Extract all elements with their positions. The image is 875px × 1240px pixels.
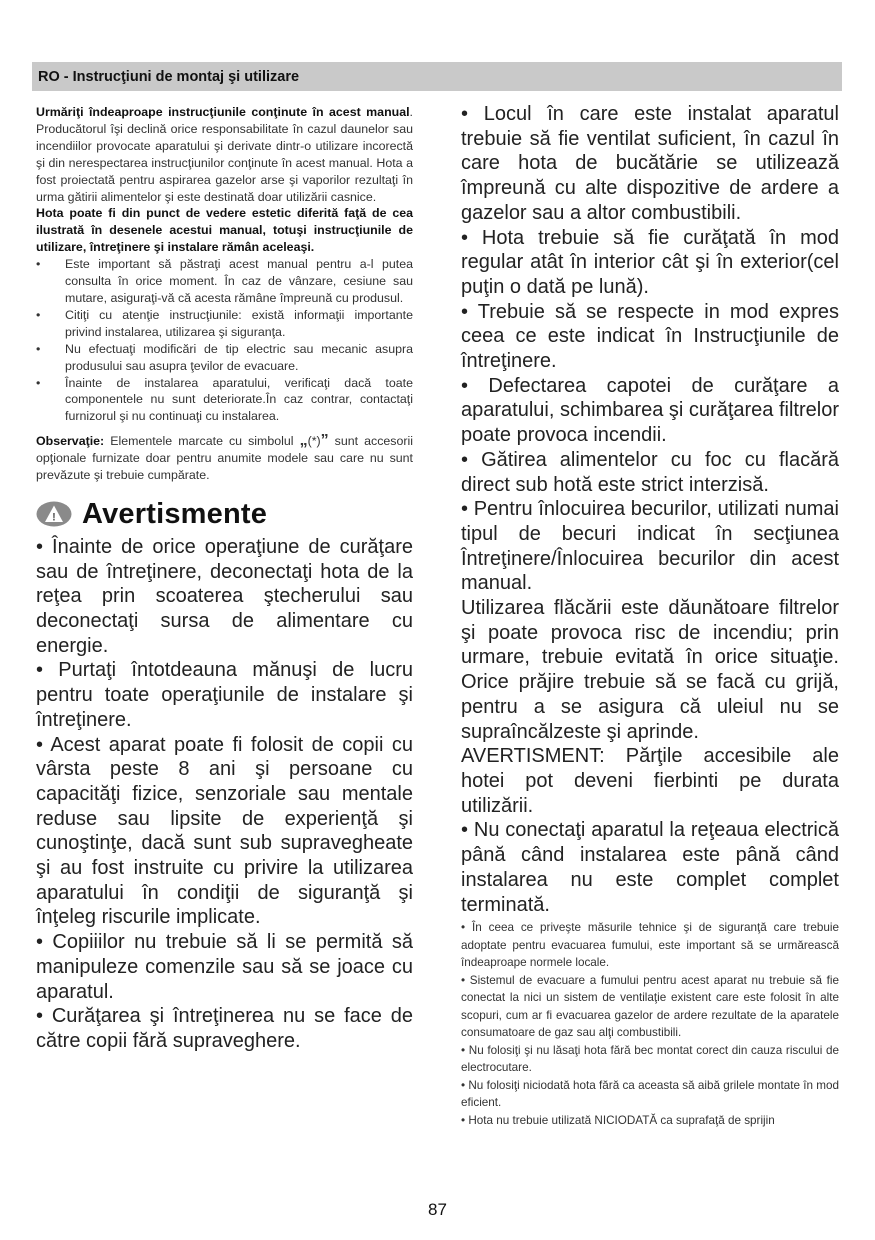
right-small-paragraph: • Hota nu trebuie utilizată NICIODATĂ ca suprafaţă de sprijin	[461, 1113, 775, 1127]
observation-label: Observaţie:	[36, 434, 105, 449]
right-column	[461, 102, 839, 1129]
right-paragraph: • Locul în care este instalat aparatul trebuie să fie ventilat suficient, în cazul în care hota de bucătărie se utilizează împreună cu alte dispozitive de ardere a gazelor sau a altor combustibili.	[461, 103, 839, 224]
right-paragraph: Utilizarea flăcării este dăunătoare filtrelor şi poate provoca risc de incendiu; prin urmare, trebuie evitată în orice situaţie. Orice prăjire trebuie să se facă cu grijă, pentru a se asigura că uleiul nu se supraîncălzeste şi aprinde.	[461, 597, 839, 743]
intro-paragraph	[36, 104, 413, 205]
list-item: • Înainte de instalarea aparatului, verificaţi dacă toate componentele nu sunt deteriorate.În caz contrar, contactaţi furnizorul şi nu continuaţi cu instalarea.	[36, 375, 413, 424]
warning-icon	[36, 501, 72, 527]
section-header-title: RO - Instrucţiuni de montaj şi utilizare	[38, 69, 300, 85]
warning-paragraph: • Înainte de orice operaţiune de curăţare sau de întreţinere, deconectaţi hota de la reţea prin scoaterea ştecherului sau deconectaţi sursa de alimentare cu energie.	[36, 535, 413, 657]
bullet-icon: •	[36, 375, 41, 390]
right-paragraph: • Nu conectaţi aparatul la reţeaua electrică până când instalarea este până când instalarea nu este complet complet terminată.	[461, 819, 839, 916]
warning-paragraph: • Copiiilor nu trebuie să li se permită să manipuleze comenzile sau să se joace cu aparatul.	[36, 931, 413, 1003]
right-paragraph: • Hota trebuie să fie curăţată în mod regular atât în interior cât şi în exterior(cel puţin o dată pe lună).	[461, 226, 839, 298]
list-item: • Este important să păstraţi acest manual pentru a-l putea consulta în orice moment. În caz de vânzare, cesiune sau mutare, asiguraţi-vă că acesta rămâne împreună cu produsul.	[36, 257, 413, 305]
right-paragraph: • Gătirea alimentelor cu foc cu flacără direct sub hotă este strict interzisă.	[461, 448, 839, 496]
bullet-icon: •	[36, 341, 41, 356]
warnings-title: Avertismente	[82, 497, 268, 530]
right-small-paragraph: • În ceea ce priveşte măsurile tehnice şi de siguranţă care trebuie adoptate pentru evacuarea fumului, este important să se urmărească îndeaproape normele locale.	[461, 921, 839, 970]
intro-bold-paragraph: Hota poate fi din punct de vedere estetic diferită faţă de cea ilustrată în desenele acestui manual, totuşi instrucţiunile de utilizare, întreţinere şi instalare rămân aceleaşi.	[36, 206, 413, 255]
intro-text: . Producătorul îşi declină orice responsabilitate în cazul daunelor sau incendiilor provocate aparatului şi derivate dintr-o utilizare incorectă şi din nerespectarea instrucţiunilor conţinute în acest manual. Hota a fost proiectată pentru aspirarea gazelor arse şi vaporilor rezultaţi în urma gătirii alimentelor şi este destinată doar utilizării casnice.	[36, 105, 413, 204]
intro-bullet-list	[36, 256, 413, 425]
right-small-paragraph: • Nu folosiţi şi nu lăsaţi hota fără bec montat corect din cauza riscului de electrocutare.	[461, 1043, 839, 1075]
right-paragraph: • Pentru înlocuirea becurilor, utilizati numai tipul de becuri indicat în secţiunea Întreţinere/Înlocuirea becurilor din acest manual.	[461, 498, 839, 595]
warning-mark: !	[52, 511, 56, 524]
warnings-body	[36, 535, 413, 1054]
section-header	[32, 62, 842, 91]
page-number: 87	[428, 1200, 447, 1219]
right-small-paragraph: • Sistemul de evacuare a fumului pentru acest aparat nu trebuie să fie conectat la nici un sistem de ventilaţie existent care este folosit în alte scopuri, cum ar fi evacuarea gazelor de ardere rezultate de la aparatele consumatoare de gaz sau alţi combustibili.	[461, 973, 839, 1040]
bullet-icon: •	[36, 307, 41, 322]
bullet-icon: •	[36, 257, 41, 272]
optional-symbol: (*)	[307, 434, 321, 449]
right-paragraph: • Trebuie să se respecte in mod expres ceea ce este indicat în Instrucţiunile de întreţinere.	[461, 300, 839, 373]
list-item: • Citiţi cu atenţie instrucţiunile: există informaţii importante privind instalarea, utilizarea şi siguranţa.	[36, 307, 413, 339]
warnings-heading	[36, 498, 413, 531]
right-large-text	[461, 102, 839, 917]
warning-paragraph: • Curăţarea şi întreţinerea nu se face de către copii fără supraveghere.	[36, 1005, 413, 1052]
right-small-paragraph: • Nu folosiţi niciodată hota fără ca aceasta să aibă grilele montate în mod eficient.	[461, 1078, 839, 1110]
warning-paragraph: • Acest aparat poate fi folosit de copii cu vârsta peste 8 ani şi persoane cu capacităţi fizice, senzoriale sau mentale reduse sau lipsite de experienţă şi cunoştinţe, dacă sunt sub supravegheate şi au fost instruite cu privire la utilizarea aparatului în condiţii de siguranţă şi înţeleg riscurile implicate.	[36, 733, 413, 929]
list-item: • Nu efectuaţi modificări de tip electric sau mecanic asupra produsului sau asupra ţevilor de evacuare.	[36, 341, 413, 373]
right-small-text	[461, 919, 839, 1129]
right-paragraph: AVERTISMENT: Părţile accesibile ale hotei pot deveni fierbinti pe durata utilizării.	[461, 745, 839, 817]
right-paragraph: • Defectarea capotei de curăţare a aparatului, schimbarea şi curăţarea filtrelor poate provoca incendii.	[461, 374, 839, 447]
warning-paragraph: • Purtaţi întotdeauna mănuşi de lucru pentru toate operaţiunile de instalare şi întreţinere.	[36, 659, 413, 731]
intro-bold-lead: Urmăriţi îndeaproape instrucţiunile conţinute în acest manual	[36, 105, 410, 119]
left-column	[36, 104, 413, 1054]
observation-note: Observaţie: Elementele marcate cu simbolul „(*)” sunt accesorii opţionale furnizate doar pentru anumite modele sau care nu sunt prevăzute şi trebuie cumpărate.	[36, 432, 414, 483]
